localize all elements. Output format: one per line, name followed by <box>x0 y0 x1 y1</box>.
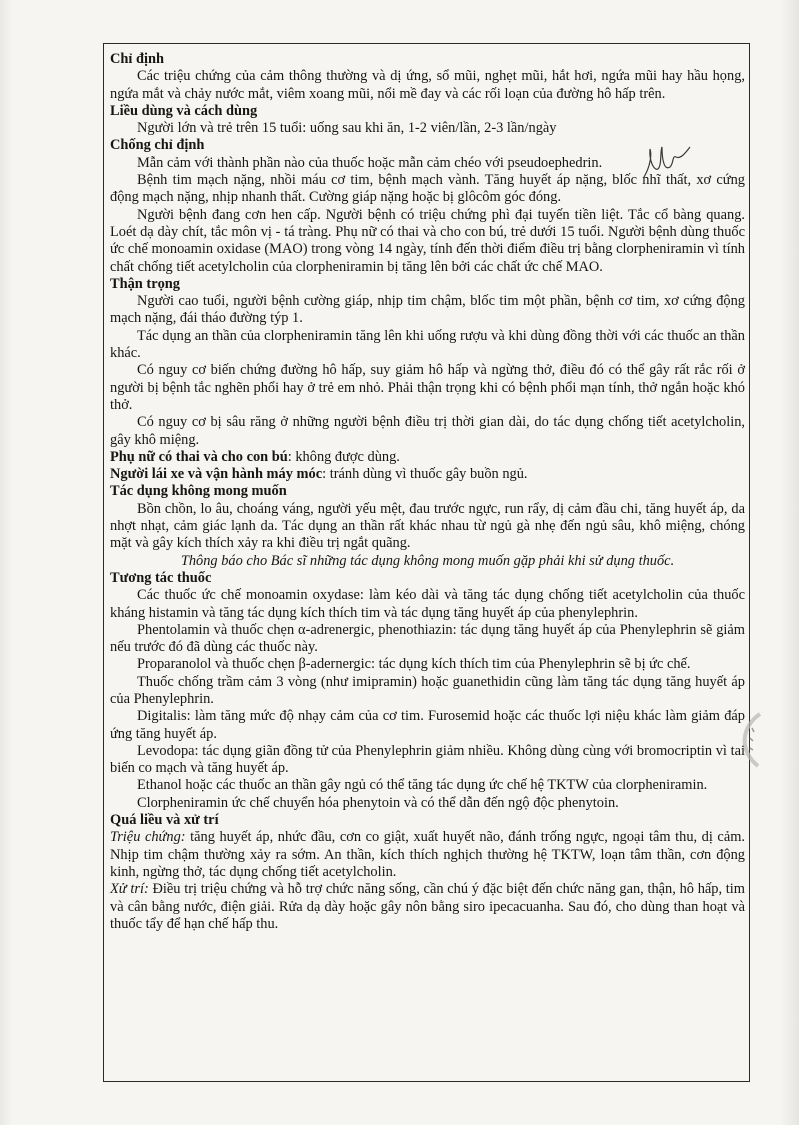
tuong-tac-p1: Các thuốc ức chế monoamin oxydase: làm kéo dài và tăng tác dụng chống tiết acetylcholin của thuốc kháng histamin và tăng tác dụng kích thích tim và tác dụng tăng huyết áp của phenylephrin. <box>110 587 745 621</box>
heading-than-trong: Thận trọng <box>110 275 180 292</box>
tuong-tac-p7: Ethanol hoặc các thuốc an thần gây ngủ có thể tăng tác dụng ức chế hệ TKTW của clorpheniramin. <box>137 777 708 794</box>
heading-phu-nu: Phụ nữ có thai và cho con bú <box>110 448 288 465</box>
heading-qua-lieu: Quá liều và xử trí <box>110 812 219 829</box>
leaflet-content <box>110 51 745 933</box>
chong-chi-dinh-p1: Mẫn cảm với thành phần nào của thuốc hoặc mẫn cảm chéo với pseudoephedrin. <box>137 154 603 171</box>
tuong-tac-p2: Phentolamin và thuốc chẹn α-adrenergic, phenothiazin: tác dụng tăng huyết áp của Phenylephrin sẽ giảm nếu trước đó đã dùng các thuốc này. <box>110 621 745 656</box>
tuong-tac-p8: Clorpheniramin ức chế chuyển hóa phenytoin và có thể dẫn đến ngộ độc phenytoin. <box>137 794 619 811</box>
symptoms-label: Triệu chứng: <box>110 829 186 846</box>
qua-lieu-symptoms <box>110 829 745 881</box>
lai-xe-line <box>110 466 745 483</box>
heading-lai-xe: Người lái xe và vận hành máy móc <box>110 466 323 483</box>
than-trong-p3: Có nguy cơ biến chứng đường hô hấp, suy giảm hô hấp và ngừng thở, điều đó có thể gây rất rắc rối ở người bị bệnh tắc nghẽn phổi hay ở trẻ em nhỏ. Phải thận trọng khi có bệnh phổi mạn tính, thở ngắn hoặc khó thở. <box>110 362 745 413</box>
lieu-dung-body: Người lớn và trẻ trên 15 tuổi: uống sau khi ăn, 1-2 viên/lần, 2-3 lần/ngày <box>137 120 557 137</box>
than-trong-p1: Người cao tuổi, người bệnh cường giáp, nhịp tim chậm, blốc tim một phần, bệnh cơ tim, xơ cứng động mạch nặng, đái tháo đường týp 1. <box>110 293 745 327</box>
symptoms-text: tăng huyết áp, nhức đầu, cơn co giật, xuất huyết não, đánh trống ngực, ngoại tâm thu, dị cảm. Nhịp tim chậm thường xảy ra sớm. An thần, kích thích nghịch thường hệ TKTW, loạn tâm thần, cơn động kinh, ngừng thở, tác dụng chống tiết acetylcholin. <box>110 829 745 880</box>
heading-chong-chi-dinh: Chống chỉ định <box>110 137 205 154</box>
phu-nu-line <box>110 449 745 466</box>
tuong-tac-p4: Thuốc chống trầm cảm 3 vòng (như imipramin) hoặc guanethidin cũng làm tăng tác dụng tăng huyết áp của Phenylephrin. <box>110 673 745 707</box>
tuong-tac-p3: Proparanolol và thuốc chẹn β-adernergic: tác dụng kích thích tim của Phenylephrin sẽ bị ức chế. <box>137 656 691 673</box>
phu-nu-body: : không được dùng. <box>287 448 400 465</box>
tac-dung-p1: Bồn chồn, lo âu, choáng váng, người yếu mệt, đau trước ngực, run rẩy, dị cảm đầu chi, tăng huyết áp, da nhợt nhạt, cảm giác lạnh da. Tác dụng an thần rất khác nhau từ ngủ gà nhẹ đến ngủ sâu, khô miệng, chóng mặt và gây kích thích xảy ra khi điều trị ngắt quãng. <box>110 500 745 552</box>
adverse-effects-notice: Thông báo cho Bác sĩ những tác dụng không mong muốn gặp phải khi sử dụng thuốc. <box>180 552 675 569</box>
than-trong-p4: Có nguy cơ bị sâu răng ở những người bệnh điều trị thời gian dài, do tác dụng chống tiết acetylcholin, gây khô miệng. <box>110 414 745 448</box>
than-trong-p2: Tác dụng an thần của clorpheniramin tăng lên khi uống rượu và khi dùng đồng thời với các thuốc an thần khác. <box>110 327 745 362</box>
chong-chi-dinh-p3: Người bệnh đang cơn hen cấp. Người bệnh có triệu chứng phì đại tuyến tiền liệt. Tắc cổ bàng quang. Loét dạ dày chít, tắc môn vị - tá tràng. Phụ nữ có thai và cho con bú, trẻ dưới 15 tuổi. Người bệnh dùng thuốc ức chế monoamin oxidase (MAO) trong vòng 14 ngày, tính đến thời điểm điều trị bằng clorpheniramin vì tính chất chống tiết acetylcholin của clorpheniramin bị tăng lên bởi các chất ức chế MAO. <box>110 206 745 275</box>
chi-dinh-body: Các triệu chứng của cảm thông thường và dị ứng, sổ mũi, nghẹt mũi, hắt hơi, ngứa mũi hay hầu họng, ngứa mắt và chảy nước mắt, viêm xoang mũi, nổi mề đay và các rối loạn của đường hô hấp trên. <box>110 68 745 102</box>
treatment-text: Điều trị triệu chứng và hỗ trợ chức năng sống, cần chú ý đặc biệt đến chức năng gan, thận, hô hấp, tim và cân bằng nước, điện giải. Rửa dạ dày hoặc gây nôn bằng siro ipecacuanha. Sau đó, cho dùng than hoạt và thuốc tẩy để hạn chế hấp thu. <box>110 881 745 932</box>
treatment-label: Xử trí: <box>110 881 149 898</box>
chong-chi-dinh-p2: Bệnh tim mạch nặng, nhồi máu cơ tim, bệnh mạch vành. Tăng huyết áp nặng, blốc nhĩ thất, xơ cứng động mạch nặng, nhịp nhanh thất. Cường giáp nặng hoặc bị glôcôm góc đóng. <box>110 172 745 206</box>
heading-tac-dung-khong-mong-muon: Tác dụng không mong muốn <box>110 483 287 500</box>
heading-tuong-tac: Tương tác thuốc <box>110 569 212 586</box>
tuong-tac-p5: Digitalis: làm tăng mức độ nhạy cảm của cơ tim. Furosemid hoặc các thuốc lợi niệu khác làm giảm đáp ứng tăng huyết áp. <box>110 708 745 742</box>
heading-chi-dinh: Chỉ định <box>110 51 165 67</box>
tuong-tac-p6: Levodopa: tác dụng giãn đồng tử của Phenylephrin giảm nhiều. Không dùng cùng với bromocriptin vì tai biến co mạch và tăng huyết áp. <box>110 742 745 777</box>
lai-xe-body: : tránh dùng vì thuốc gây buồn ngủ. <box>322 466 528 483</box>
qua-lieu-treatment <box>110 881 745 933</box>
heading-lieu-dung: Liều dùng và cách dùng <box>110 102 258 119</box>
